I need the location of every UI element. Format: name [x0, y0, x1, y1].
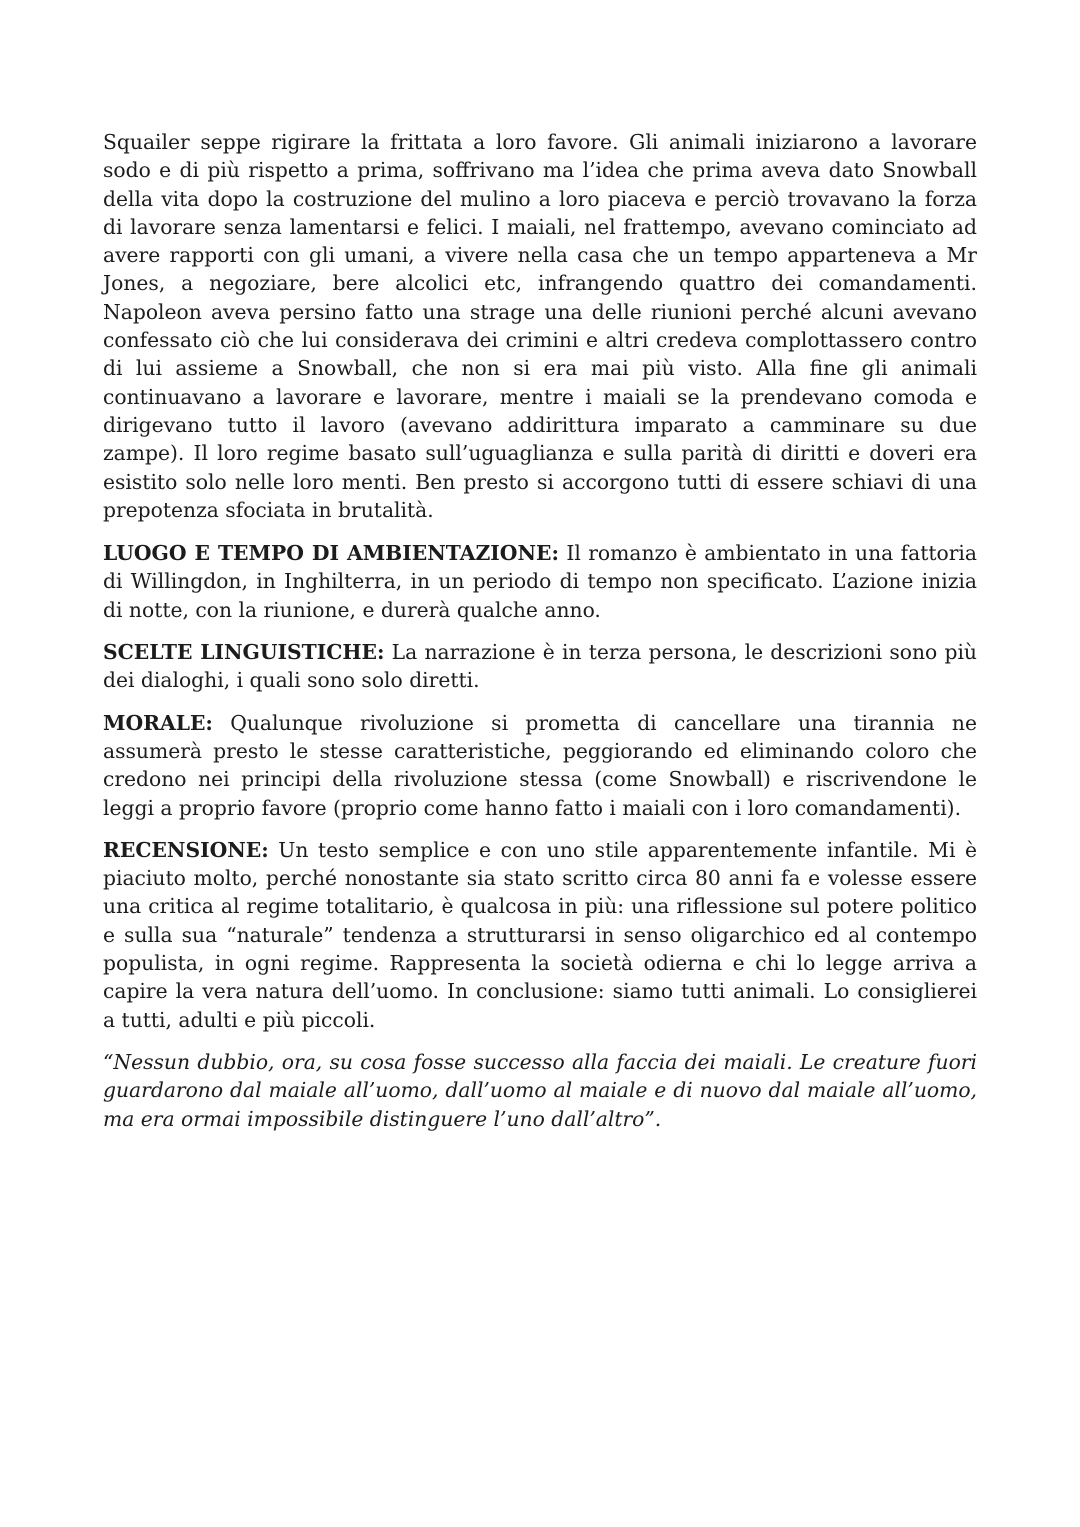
plot-paragraph	[103, 128, 977, 524]
moral-paragraph	[103, 709, 977, 822]
closing-quote: “Nessun dubbio, ora, su cosa fosse successo alla faccia dei maiali. Le creature fuori guardarono dal maiale all’uomo, dall’uomo al maiale e di nuovo dal maiale all’uomo, ma era ormai impossibile distinguere l’uno dall’altro”.	[103, 1049, 977, 1131]
moral-text: Qualunque rivoluzione si prometta di cancellare una tirannia ne assumerà presto le stesse caratteristiche, peggiorando ed eliminando coloro che credono nei principi della rivoluzione stessa (come Snowball) e riscrivendone le leggi a proprio favore (proprio come hanno fatto i maiali con i loro comandamenti).	[103, 710, 977, 820]
setting-text: Il romanzo è ambientato in una fattoria di Willingdon, in Inghilterra, in un periodo di tempo non specificato. L’azione inizia di notte, con la riunione, e durerà qualche anno.	[103, 541, 977, 622]
review-paragraph	[103, 836, 977, 1034]
language-text: La narrazione è in terza persona, le descrizioni sono più dei dialoghi, i quali sono solo diretti.	[103, 640, 977, 693]
document-page	[103, 128, 977, 1147]
moral-label: MORALE:	[103, 710, 213, 735]
plot-text: Squailer seppe rigirare la frittata a loro favore. Gli animali iniziarono a lavorare sodo e di più rispetto a prima, soffrivano ma l’idea che prima aveva dato Snowball della vita dopo la costruzione del mulino a loro piaceva e perciò trovavano la forza di lavorare senza lamentarsi e felici. I maiali, nel frattempo, avevano cominciato ad avere rapporti con gli umani, a vivere nella casa che un tempo apparteneva a Mr Jones, a negoziare, bere alcolici etc, infrangendo quattro dei comandamenti. Napoleon aveva persino fatto una strage una delle riunioni perché alcuni avevano confessato ciò che lui considerava dei crimini e altri credeva complottassero contro di lui assieme a Snowball, che non si era mai più visto. Alla fine gli animali continuavano a lavorare e lavorare, mentre i maiali se la prendevano comoda e dirigevano tutto il lavoro (avevano addirittura imparato a camminare su due zampe). Il loro regime basato sull’uguaglianza e sulla parità di diritti e doveri era esistito solo nelle loro menti. Ben presto si accorgono tutti di essere schiavi di una prepotenza sfociata in brutalità.	[103, 130, 977, 522]
language-paragraph	[103, 638, 977, 695]
setting-paragraph	[103, 539, 977, 624]
review-label: RECENSIONE:	[103, 837, 269, 862]
review-text: Un testo semplice e con uno stile apparentemente infantile. Mi è piaciuto molto, perché nonostante sia stato scritto circa 80 anni fa e volesse essere una critica al regime totalitario, è qualcosa in più: una riflessione sul potere politico e sulla sua “naturale” tendenza a strutturarsi in senso oligarchico ed al contempo populista, in ogni regime. Rappresenta la società odierna e chi lo legge arriva a capire la vera natura dell’uomo. In conclusione: siamo tutti animali. Lo consiglierei a tutti, adulti e più piccoli.	[103, 837, 977, 1032]
language-label: SCELTE LINGUISTICHE:	[103, 640, 385, 665]
setting-label: LUOGO E TEMPO DI AMBIENTAZIONE:	[103, 541, 559, 566]
